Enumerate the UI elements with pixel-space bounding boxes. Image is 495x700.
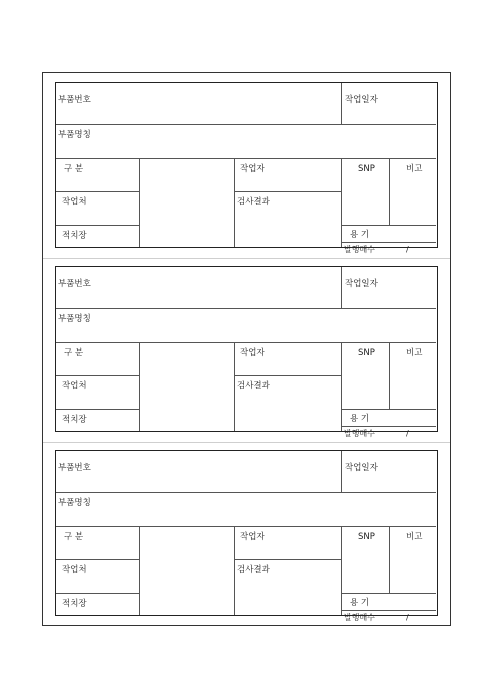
work-place-label: 작업처 xyxy=(62,565,87,575)
part-no-label: 부품번호 xyxy=(58,279,91,289)
row-divider xyxy=(56,191,139,192)
work-date-label: 작업일자 xyxy=(345,95,378,105)
issue-count-label: 발행매수 xyxy=(344,613,375,622)
issue-count-label: 발행매수 xyxy=(344,429,375,438)
category-label: 구 분 xyxy=(64,532,84,542)
col-divider xyxy=(234,158,235,247)
row-divider xyxy=(56,342,436,343)
part-no-label: 부품번호 xyxy=(58,463,91,473)
row-divider xyxy=(56,593,139,594)
remarks-label: 비고 xyxy=(406,348,423,358)
inspection-result-label: 검사결과 xyxy=(237,197,270,207)
row-divider xyxy=(56,124,436,125)
col-divider xyxy=(341,526,342,615)
part-label-card xyxy=(55,450,438,622)
row-divider xyxy=(341,610,436,611)
work-date-label: 작업일자 xyxy=(345,463,378,473)
row-divider xyxy=(234,191,341,192)
part-name-label: 부품명칭 xyxy=(58,130,91,140)
inspection-result-label: 검사결과 xyxy=(237,565,270,575)
container-label: 용 기 xyxy=(350,230,370,240)
col-divider xyxy=(389,158,390,225)
card-separator xyxy=(43,258,450,259)
worker-label: 작업자 xyxy=(240,532,265,542)
col-divider xyxy=(139,342,140,431)
row-divider xyxy=(234,375,341,376)
row-divider xyxy=(234,559,341,560)
card-separator xyxy=(43,442,450,443)
row-divider xyxy=(341,242,436,243)
snp-label: SNP xyxy=(358,348,375,358)
worker-label: 작업자 xyxy=(240,164,265,174)
col-divider xyxy=(139,158,140,247)
col-divider xyxy=(341,158,342,247)
row-divider xyxy=(56,492,436,493)
row-divider xyxy=(56,409,139,410)
col-divider xyxy=(389,526,390,593)
snp-label: SNP xyxy=(358,532,375,542)
container-label: 용 기 xyxy=(350,414,370,424)
part-name-label: 부품명칭 xyxy=(58,314,91,324)
worker-label: 작업자 xyxy=(240,348,265,358)
row-divider xyxy=(341,426,436,427)
work-date-label: 작업일자 xyxy=(345,279,378,289)
col-divider xyxy=(341,342,342,431)
col-divider xyxy=(341,451,342,492)
row-divider xyxy=(341,225,436,226)
issue-count-slash: / xyxy=(406,429,409,438)
col-divider xyxy=(139,526,140,615)
col-divider xyxy=(234,526,235,615)
issue-count-label: 발행매수 xyxy=(344,245,375,254)
loading-area-label: 적치장 xyxy=(62,599,87,609)
col-divider xyxy=(389,342,390,409)
row-divider xyxy=(56,559,139,560)
inspection-result-label: 검사결과 xyxy=(237,381,270,391)
part-label-card xyxy=(55,82,438,254)
work-place-label: 작업처 xyxy=(62,381,87,391)
loading-area-label: 적치장 xyxy=(62,231,87,241)
label-sheet xyxy=(42,72,451,626)
issue-count-slash: / xyxy=(406,245,409,254)
snp-label: SNP xyxy=(358,164,375,174)
remarks-label: 비고 xyxy=(406,164,423,174)
work-place-label: 작업처 xyxy=(62,197,87,207)
row-divider xyxy=(341,409,436,410)
row-divider xyxy=(341,593,436,594)
loading-area-label: 적치장 xyxy=(62,415,87,425)
row-divider xyxy=(56,526,436,527)
row-divider xyxy=(56,375,139,376)
row-divider xyxy=(56,308,436,309)
part-name-label: 부품명칭 xyxy=(58,498,91,508)
category-label: 구 분 xyxy=(64,164,84,174)
part-no-label: 부품번호 xyxy=(58,95,91,105)
issue-count-slash: / xyxy=(406,613,409,622)
col-divider xyxy=(234,342,235,431)
col-divider xyxy=(341,83,342,124)
col-divider xyxy=(341,267,342,308)
container-label: 용 기 xyxy=(350,598,370,608)
part-label-card xyxy=(55,266,438,438)
row-divider xyxy=(56,158,436,159)
remarks-label: 비고 xyxy=(406,532,423,542)
row-divider xyxy=(56,225,139,226)
category-label: 구 분 xyxy=(64,348,84,358)
